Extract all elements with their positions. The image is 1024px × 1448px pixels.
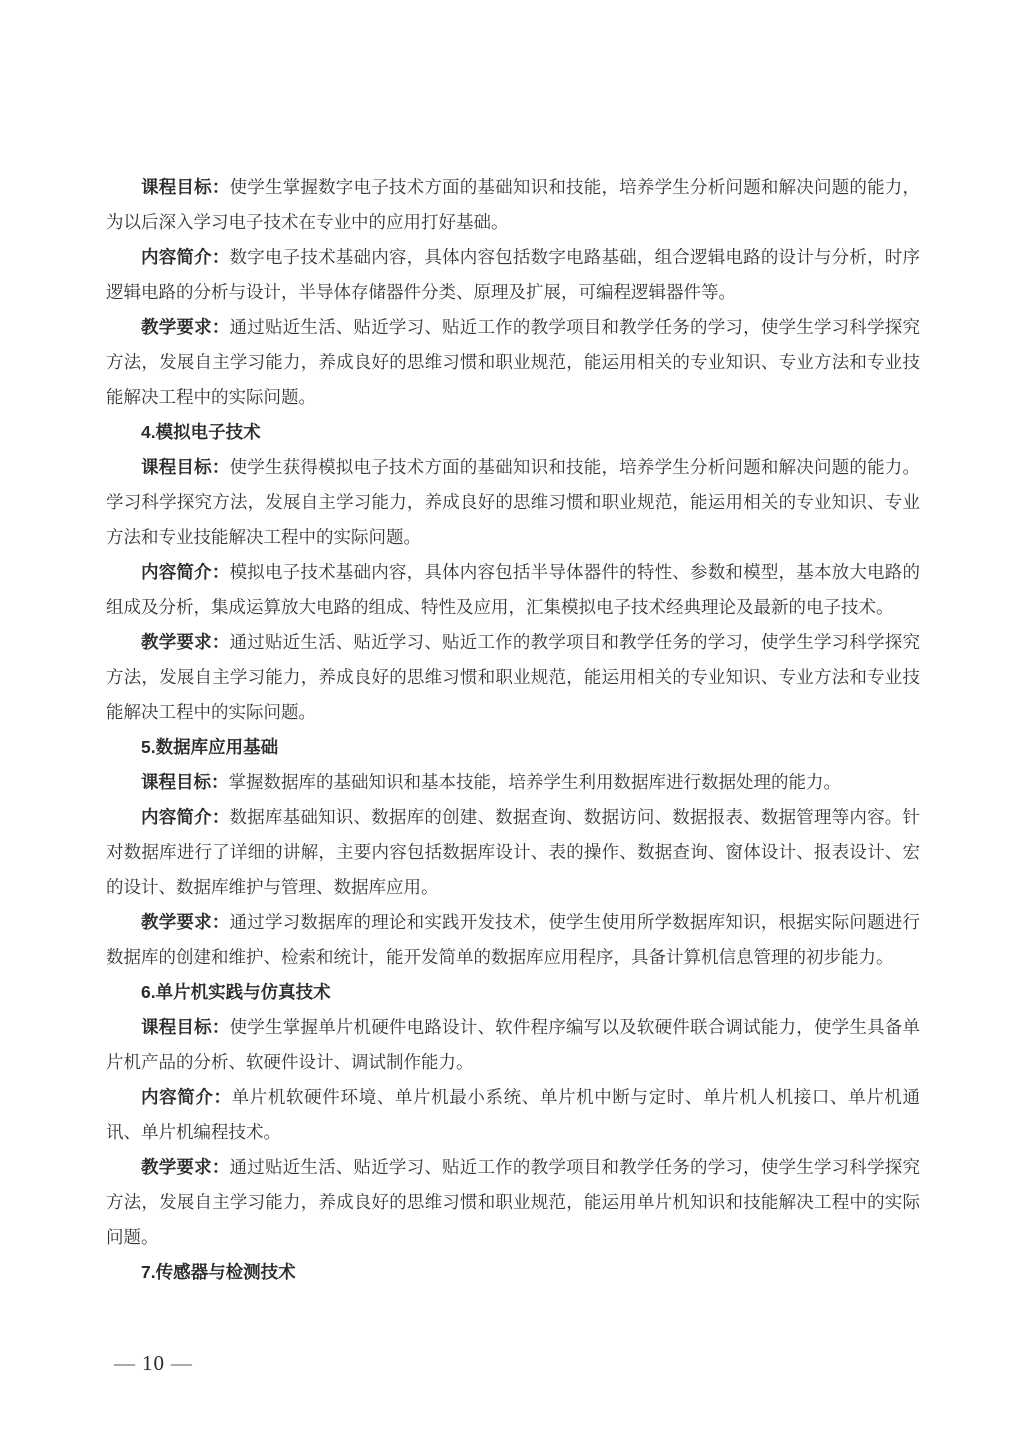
section-heading-4: 4.模拟电子技术 (141, 422, 261, 442)
paragraph-label: 课程目标： (141, 177, 230, 197)
paragraph (106, 450, 920, 555)
paragraph (106, 905, 920, 975)
paragraph (106, 240, 920, 310)
paragraph-text: 数据库基础知识、数据库的创建、数据查询、数据访问、数据报表、数据管理等内容。针对数据库进行了详细的讲解，主要内容包括数据库设计、表的操作、数据查询、窗体设计、报表设计、宏的设计、数据库维护与管理、数据库应用。 (106, 807, 920, 897)
paragraph-text: 掌握数据库的基础知识和基本技能，培养学生利用数据库进行数据处理的能力。 (228, 772, 841, 792)
paragraph (106, 1080, 920, 1150)
paragraph (106, 310, 920, 415)
paragraph-label: 课程目标： (141, 772, 229, 792)
paragraph-label: 内容简介： (141, 247, 230, 267)
paragraph-text: 模拟电子技术基础内容，具体内容包括半导体器件的特性、参数和模型，基本放大电路的组成及分析，集成运算放大电路的组成、特性及应用，汇集模拟电子技术经典理论及最新的电子技术。 (106, 562, 920, 617)
paragraph-text: 数字电子技术基础内容，具体内容包括数字电路基础，组合逻辑电路的设计与分析，时序逻辑电路的分析与设计，半导体存储器件分类、原理及扩展，可编程逻辑器件等。 (106, 247, 920, 302)
paragraph-text: 通过贴近生活、贴近学习、贴近工作的教学项目和教学任务的学习，使学生学习科学探究方法，发展自主学习能力，养成良好的思维习惯和职业规范，能运用单片机知识和技能解决工程中的实际问题。 (106, 1157, 920, 1247)
paragraph-text: 通过贴近生活、贴近学习、贴近工作的教学项目和教学任务的学习，使学生学习科学探究方法，发展自主学习能力，养成良好的思维习惯和职业规范，能运用相关的专业知识、专业方法和专业技能解决工程中的实际问题。 (106, 317, 920, 407)
page-number-left-dash: — (114, 1351, 136, 1375)
paragraph-label: 教学要求： (141, 1157, 230, 1177)
paragraph-text: 通过学习数据库的理论和实践开发技术，使学生使用所学数据库知识，根据实际问题进行数据库的创建和维护、检索和统计，能开发简单的数据库应用程序，具备计算机信息管理的初步能力。 (106, 912, 920, 967)
page-number (108, 1348, 199, 1378)
paragraph (106, 1150, 920, 1255)
paragraph-text: 通过贴近生活、贴近学习、贴近工作的教学项目和教学任务的学习，使学生学习科学探究方法，发展自主学习能力，养成良好的思维习惯和职业规范，能运用相关的专业知识、专业方法和专业技能解决工程中的实际问题。 (106, 632, 920, 722)
section-heading-5: 5.数据库应用基础 (141, 737, 279, 757)
paragraph-text: 使学生掌握数字电子技术方面的基础知识和技能，培养学生分析问题和解决问题的能力，为以后深入学习电子技术在专业中的应用打好基础。 (106, 177, 920, 232)
page-number-right-dash: — (171, 1351, 193, 1375)
section-heading-6: 6.单片机实践与仿真技术 (141, 982, 331, 1002)
paragraph-label: 内容简介： (141, 562, 230, 582)
paragraph-label: 教学要求： (141, 912, 230, 932)
paragraph (106, 555, 920, 625)
paragraph-label: 课程目标： (141, 457, 230, 477)
document-body (106, 170, 920, 1290)
paragraph-label: 内容简介： (141, 1087, 232, 1107)
paragraph (106, 1010, 920, 1080)
paragraph-label: 内容简介： (141, 807, 230, 827)
paragraph-label: 教学要求： (141, 317, 230, 337)
paragraph-label: 课程目标： (141, 1017, 230, 1037)
paragraph-label: 教学要求： (141, 632, 230, 652)
paragraph-text: 使学生获得模拟电子技术方面的基础知识和技能，培养学生分析问题和解决问题的能力。学习科学探究方法，发展自主学习能力，养成良好的思维习惯和职业规范，能运用相关的专业知识、专业方法和专业技能解决工程中的实际问题。 (106, 457, 920, 547)
paragraph (106, 625, 920, 730)
paragraph (106, 800, 920, 905)
paragraph (106, 765, 920, 800)
paragraph (106, 170, 920, 240)
section-heading-7: 7.传感器与检测技术 (141, 1262, 296, 1282)
page-number-value: 10 (142, 1351, 165, 1375)
paragraph-text: 使学生掌握单片机硬件电路设计、软件程序编写以及软硬件联合调试能力，使学生具备单片机产品的分析、软硬件设计、调试制作能力。 (106, 1017, 920, 1072)
paragraph-text: 单片机软硬件环境、单片机最小系统、单片机中断与定时、单片机人机接口、单片机通讯、单片机编程技术。 (106, 1087, 920, 1142)
